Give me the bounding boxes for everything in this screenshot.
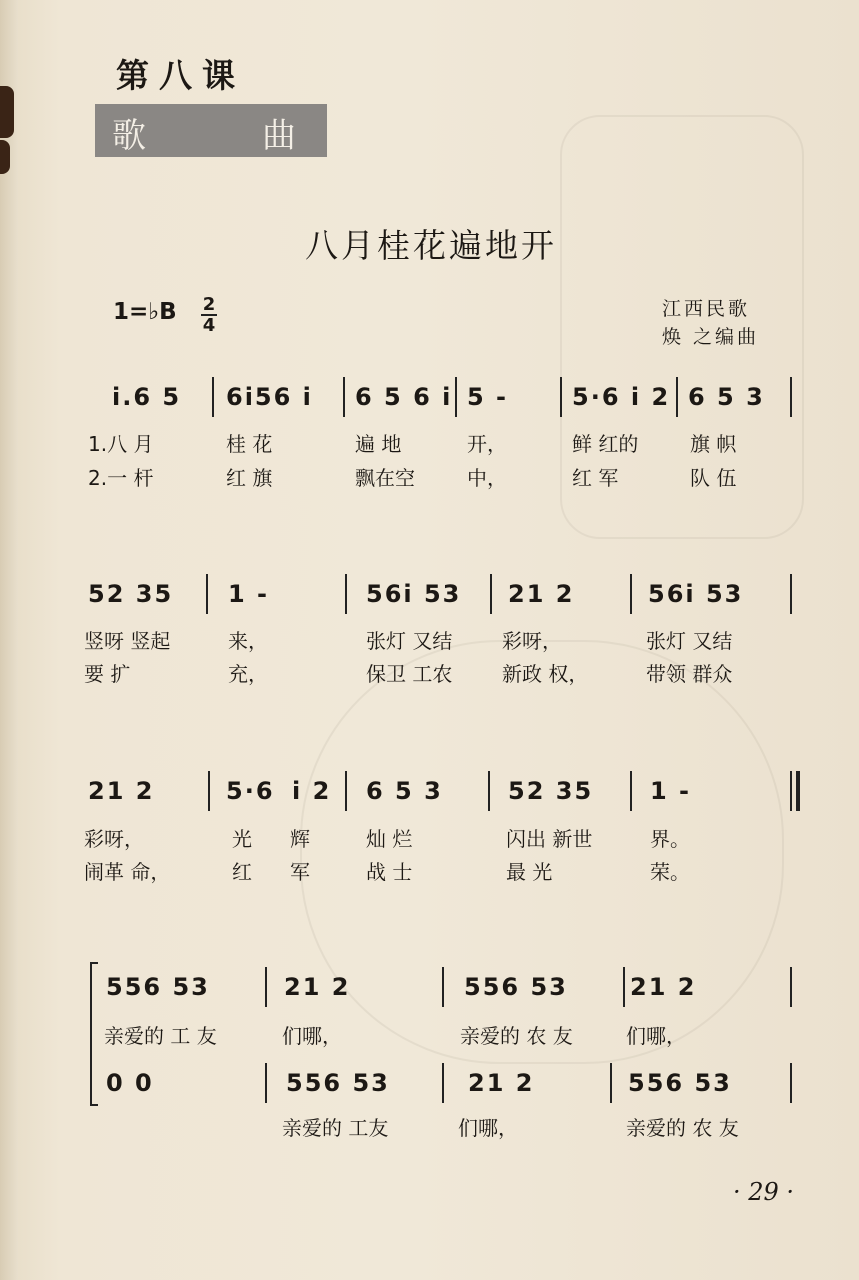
note-group: 56i 53 [648, 580, 744, 608]
lyric-verse-1: 遍 地 [355, 432, 402, 456]
note-group: 556 53 [286, 1069, 390, 1097]
lyric-verse-2: 要 扩 [84, 662, 131, 686]
system-bracket [90, 962, 98, 1106]
lyric-verse-1: 灿 烂 [366, 827, 413, 851]
bar-line [455, 377, 457, 417]
lyric-verse-1: 们哪， [458, 1116, 518, 1140]
note-group: 52 35 [508, 777, 594, 805]
section-label-right: 曲 [262, 116, 296, 156]
bar-line [623, 967, 625, 1007]
note-group: 21 2 [284, 973, 351, 1001]
lyric-verse-2: 红 [232, 860, 252, 884]
lyric-verse-1: 光 [232, 827, 252, 851]
bar-line [790, 771, 792, 811]
bar-line [442, 967, 444, 1007]
note-group: 5 - [467, 383, 509, 411]
key-signature: 1=♭B [113, 299, 177, 325]
note-group: 1 - [228, 580, 270, 608]
note-group: 21 2 [88, 777, 155, 805]
lyric-verse-1: 1.八 月 [88, 432, 154, 456]
note-group: 1 - [650, 777, 692, 805]
lyric-verse-1: 辉 [290, 827, 310, 851]
song-arranger: 焕 之编曲 [662, 326, 760, 348]
lyric-verse-1: 亲爱的 工 友 [104, 1024, 217, 1048]
song-source: 江西民歌 [662, 298, 751, 320]
lyric-verse-1: 们哪， [282, 1024, 342, 1048]
bar-line [790, 377, 792, 417]
lyric-verse-2: 飘在空 [355, 466, 415, 490]
song-title: 八月桂花遍地开 [305, 226, 557, 265]
note-group: 21 2 [468, 1069, 535, 1097]
note-group: 56i 53 [366, 580, 462, 608]
note-group: 52 35 [88, 580, 174, 608]
lyric-verse-2: 红 旗 [226, 466, 273, 490]
lyric-verse-1: 旗 帜 [690, 432, 737, 456]
lyric-verse-2: 队 伍 [690, 466, 737, 490]
lyric-verse-1: 们哪， [626, 1024, 686, 1048]
bar-line [265, 967, 267, 1007]
section-label-left: 歌 [112, 116, 146, 156]
lyric-verse-1: 竖呀 竖起 [84, 629, 171, 653]
bar-line [442, 1063, 444, 1103]
bar-line [343, 377, 345, 417]
note-group: 5·6 [226, 777, 275, 805]
lyric-verse-2: 最 光 [506, 860, 553, 884]
note-group: 6i56 i [226, 383, 313, 411]
lyric-verse-2: 新政 权， [502, 662, 589, 686]
lyric-verse-1: 亲爱的 工友 [282, 1116, 389, 1140]
note-group: 21 2 [508, 580, 575, 608]
lyric-verse-1: 张灯 又结 [646, 629, 733, 653]
bar-line [488, 771, 490, 811]
note-group: 6 5 3 [366, 777, 443, 805]
lyric-verse-1: 来， [228, 629, 268, 653]
lyric-verse-2: 充， [228, 662, 268, 686]
lyric-verse-2: 战 士 [366, 860, 413, 884]
lyric-verse-2: 荣。 [650, 860, 690, 884]
note-group: 5·6 i 2 [572, 383, 671, 411]
lyric-verse-2: 保卫 工农 [366, 662, 453, 686]
lyric-verse-1: 亲爱的 农 友 [626, 1116, 739, 1140]
bar-line [490, 574, 492, 614]
lyric-verse-1: 界。 [650, 827, 690, 851]
bar-line [206, 574, 208, 614]
note-group: 21 2 [630, 973, 697, 1001]
lyric-verse-1: 开， [467, 432, 507, 456]
bar-line [208, 771, 210, 811]
lesson-title: 第八课 [116, 56, 245, 95]
bar-line [560, 377, 562, 417]
lyric-verse-1: 桂 花 [226, 432, 273, 456]
bar-line [212, 377, 214, 417]
lyric-verse-2: 中， [467, 466, 507, 490]
note-group: 6 5 6 i [355, 383, 453, 411]
lyric-verse-1: 彩呀， [84, 827, 144, 851]
note-group: 0 0 [106, 1069, 154, 1097]
note-group: i 2 [292, 777, 332, 805]
lyric-verse-1: 亲爱的 农 友 [460, 1024, 573, 1048]
bar-line [265, 1063, 267, 1103]
bar-line [345, 771, 347, 811]
note-group: 6 5 3 [688, 383, 765, 411]
page-number: · 29 · [733, 1178, 795, 1206]
bar-line [790, 1063, 792, 1103]
lyric-verse-2: 带领 群众 [646, 662, 733, 686]
lyric-verse-2: 红 军 [572, 466, 619, 490]
bar-line [630, 574, 632, 614]
note-group: i.6 5 [112, 383, 182, 411]
repeat-end-bar [796, 771, 800, 811]
bar-line [630, 771, 632, 811]
lyric-verse-1: 闪出 新世 [506, 827, 593, 851]
lyric-verse-2: 闹革 命， [84, 860, 171, 884]
lyric-verse-2: 2.一 杆 [88, 466, 154, 490]
bar-line [676, 377, 678, 417]
lyric-verse-2: 军 [290, 860, 310, 884]
lyric-verse-1: 彩呀， [502, 629, 562, 653]
time-signature-bottom: 4 [202, 314, 216, 336]
lyric-verse-1: 张灯 又结 [366, 629, 453, 653]
bar-line [345, 574, 347, 614]
time-signature-top: 2 [202, 294, 216, 315]
bar-line [790, 967, 792, 1007]
note-group: 556 53 [628, 1069, 732, 1097]
note-group: 556 53 [464, 973, 568, 1001]
bar-line [610, 1063, 612, 1103]
note-group: 556 53 [106, 973, 210, 1001]
lyric-verse-1: 鲜 红的 [572, 432, 639, 456]
bar-line [790, 574, 792, 614]
